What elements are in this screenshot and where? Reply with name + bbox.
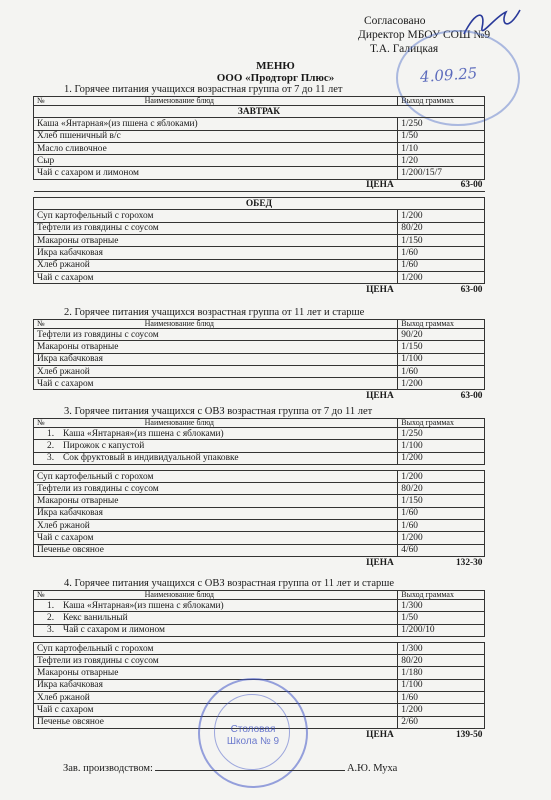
table-row: Тефтели из говядины с соусом 80/20 <box>34 483 485 495</box>
table-header: № Наименование блюд Выход граммах <box>34 591 485 600</box>
section-4-title: 4. Горячее питания учащихся с ОВЗ возрастная группа от 11 лет и старше <box>64 578 395 589</box>
price-row: ЦЕНА 139-50 <box>34 728 485 740</box>
table-row: Каша «Янтарная»(из пшена с яблоками) 1/250 <box>34 118 485 130</box>
table-row: 1. Каша «Янтарная»(из пшена с яблоками) 1/300 <box>34 600 485 612</box>
footer-name: А.Ю. Муха <box>346 763 398 774</box>
price-row: ЦЕНА 63-00 <box>34 179 485 191</box>
company-name: ООО «Продторг Плюс» <box>216 72 335 84</box>
table-row: Хлеб пшеничный в/с 1/50 <box>34 130 485 142</box>
table-row: Суп картофельный с горохом 1/200 <box>34 470 485 482</box>
table-row: Тефтели из говядины с соусом 90/20 <box>34 329 485 341</box>
table-row: Чай с сахаром и лимоном 1/200/15/7 <box>34 167 485 179</box>
menu-title: МЕНЮ <box>256 60 295 72</box>
stamp-line-2: Школа № 9 <box>226 736 280 747</box>
table-header <box>34 97 485 106</box>
table-row: Тефтели из говядины с соусом 80/20 <box>34 222 485 234</box>
table-row: Печенье овсяное 4/60 <box>34 544 485 556</box>
section-3-table <box>33 418 485 568</box>
stamp-line-1: Столовая <box>230 724 276 735</box>
section-2-title: 2. Горячее питания учащихся возрастная группа от 11 лет и старше <box>64 307 365 318</box>
table-row: Макароны отварные 1/150 <box>34 495 485 507</box>
approval-position: Директор МБОУ СОШ №9 <box>358 29 491 41</box>
table-row: Тефтели из говядины с соусом 80/20 <box>34 655 485 667</box>
header-num: № <box>37 96 45 105</box>
price-row: ЦЕНА 63-00 <box>34 284 485 296</box>
header-name: Наименование блюд <box>144 96 214 105</box>
table-row: 2. Кекс ванильный 1/50 <box>34 612 485 624</box>
section-1-title: 1. Горячее питания учащихся возрастная группа от 7 до 11 лет <box>64 84 343 95</box>
table-row: Чай с сахаром 1/200 <box>34 378 485 390</box>
price-row: ЦЕНА 63-00 <box>34 390 485 402</box>
approval-date: 4.09.25 <box>419 64 478 86</box>
table-row: Хлеб ржаной 1/60 <box>34 365 485 377</box>
table-row: Масло сливочное 1/10 <box>34 142 485 154</box>
table-row: Суп картофельный с горохом 1/200 <box>34 210 485 222</box>
header-out: Выход граммах <box>398 97 485 106</box>
table-row: Хлеб ржаной 1/60 <box>34 259 485 271</box>
table-row: Хлеб ржаной 1/60 <box>34 520 485 532</box>
table-row: Икра кабачковая 1/100 <box>34 353 485 365</box>
table-row: Макароны отварные 1/180 <box>34 667 485 679</box>
table-header: № Наименование блюд Выход граммах <box>34 320 485 329</box>
table-row: Чай с сахаром 1/200 <box>34 532 485 544</box>
table-row: 2. Пирожок с капустой 1/100 <box>34 440 485 452</box>
section-3-title: 3. Горячее питания учащихся с ОВЗ возрастная группа от 7 до 11 лет <box>64 406 373 417</box>
table-row: Чай с сахаром 1/200 <box>34 271 485 283</box>
table-row: 3. Сок фруктовый в индивидуальной упаковке 1/200 <box>34 452 485 464</box>
table-row: Икра кабачковая 1/60 <box>34 247 485 259</box>
table-row: Макароны отварные 1/150 <box>34 341 485 353</box>
footer-label: Зав. производством: <box>63 763 153 774</box>
section-1-table <box>33 96 485 295</box>
table-row: Макароны отварные 1/150 <box>34 234 485 246</box>
table-row: Сыр 1/20 <box>34 155 485 167</box>
section-2-table <box>33 319 485 402</box>
approval-title: Согласовано <box>364 15 426 27</box>
approval-name: Т.А. Галицкая <box>370 43 439 55</box>
table-row: Чай с сахаром 1/200 <box>34 704 485 716</box>
table-row: Печенье овсяное 2/60 <box>34 716 485 728</box>
breakfast-header: ЗАВТРАК <box>34 106 485 118</box>
table-row: Хлеб ржаной 1/60 <box>34 692 485 704</box>
table-row: 3. Чай с сахаром и лимоном 1/200/10 <box>34 624 485 636</box>
signature-line <box>155 761 345 771</box>
table-row: Икра кабачковая 1/60 <box>34 507 485 519</box>
table-row: Суп картофельный с горохом 1/300 <box>34 642 485 654</box>
table-header: № Наименование блюд Выход граммах <box>34 419 485 428</box>
price-row: ЦЕНА 132-30 <box>34 556 485 568</box>
table-row: Икра кабачковая 1/100 <box>34 679 485 691</box>
lunch-header: ОБЕД <box>34 198 485 210</box>
table-row: 1. Каша «Янтарная»(из пшена с яблоками) 1/250 <box>34 428 485 440</box>
production-manager <box>63 761 397 774</box>
